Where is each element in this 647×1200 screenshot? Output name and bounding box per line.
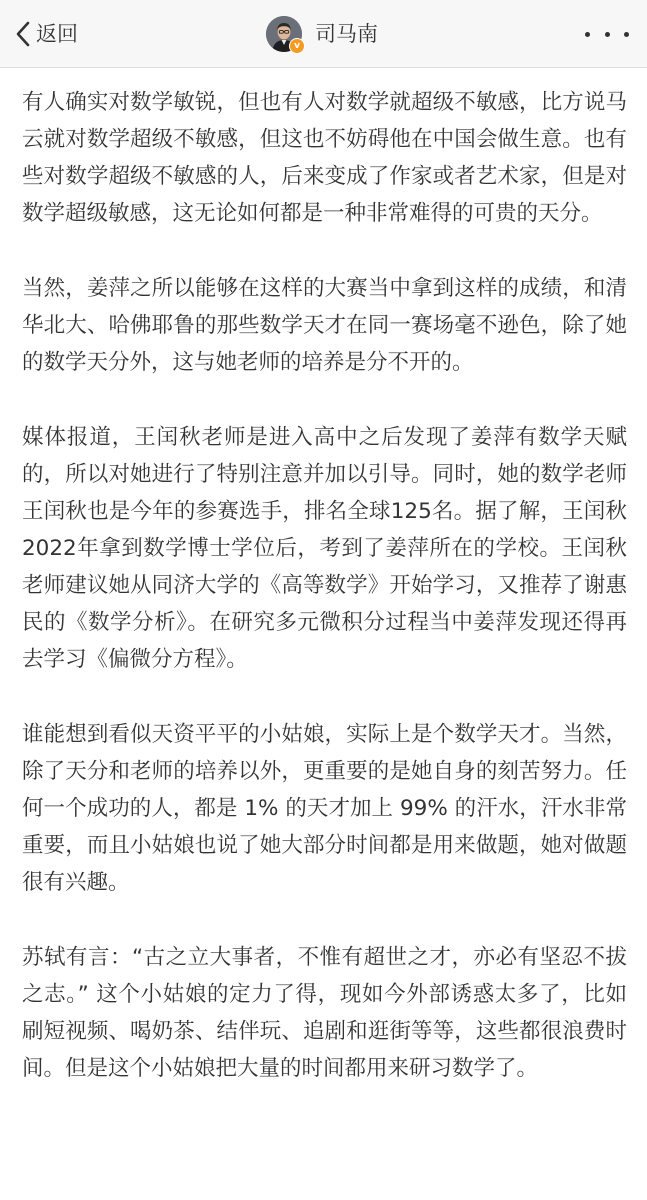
- article-paragraph: 当然，姜萍之所以能够在这样的大赛当中拿到这样的成绩，和清华北大、哈佛耶鲁的那些数学天才在同一赛场毫不逊色，除了她的数学天分外，这与她老师的培养是分不开的。: [22, 276, 627, 375]
- back-button[interactable]: [16, 14, 78, 54]
- user-profile-link[interactable]: [266, 13, 378, 55]
- back-label: 返回: [36, 22, 78, 46]
- article-paragraph: 有人确实对数学敏锐，但也有人对数学就超级不敏感，比方说马云就对数学超级不敏感，但这也不妨碍他在中国会做生意。也有些对数学超级不敏感的人，后来变成了作家或者艺术家，但是对数学超级敏感，这无论如何都是一种非常难得的可贵的天分。: [22, 90, 627, 226]
- avatar[interactable]: [266, 16, 302, 52]
- article-body: [22, 84, 627, 1125]
- article-paragraph: 媒体报道，王闰秋老师是进入高中之后发现了姜萍有数学天赋的，所以对她进行了特别注意并加以引导。同时，她的数学老师王闰秋也是今年的参赛选手，排名全球125名。据了解，王闰秋 2022年拿到数学博士学位后，考到了姜萍所在的学校。王闰秋老师建议她从同济大学的《高等数学》开始学习，又推荐了谢惠民的《数学分析》。在研究多元微积分过程当中姜萍发现还得再去学习《偏微分方程》。: [22, 425, 627, 672]
- navigation-bar: [0, 0, 647, 68]
- more-dots-icon[interactable]: [585, 22, 629, 46]
- article-paragraph: 苏轼有言：“古之立大事者，不惟有超世之才，亦必有坚忍不拔之志。” 这个小姑娘的定力了得，现如今外部诱惑太多了，比如刷短视频、喝奶茶、结伴玩、追剧和逛街等等，这些都很浪费时间。但是这个小姑娘把大量的时间都用来研习数学了。: [22, 945, 627, 1081]
- verified-badge-icon: v: [289, 38, 305, 54]
- more-dot: [585, 32, 590, 37]
- more-dot: [605, 32, 610, 37]
- article-paragraph: 谁能想到看似天资平平的小姑娘，实际上是个数学天才。当然，除了天分和老师的培养以外，更重要的是她自身的刻苦努力。任何一个成功的人，都是 1% 的天才加上 99% 的汗水，汗水非常重要，而且小姑娘也说了她大部分时间都是用来做题，她对做题很有兴趣。: [22, 722, 627, 895]
- chevron-left-icon: [16, 21, 30, 47]
- user-name[interactable]: 司马南: [315, 22, 378, 46]
- more-dot: [624, 32, 629, 37]
